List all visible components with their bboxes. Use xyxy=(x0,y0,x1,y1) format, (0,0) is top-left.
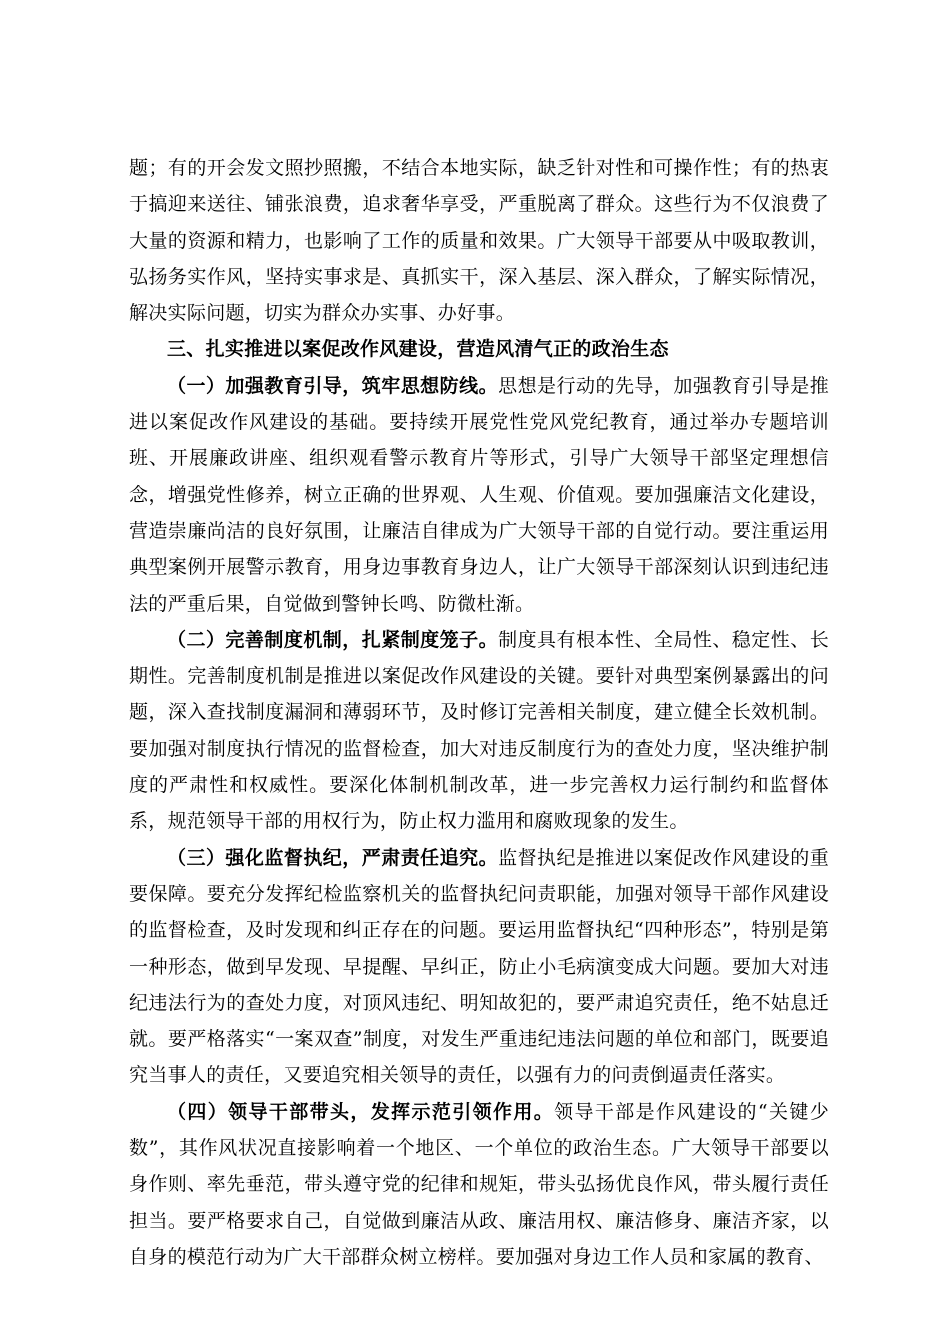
section-lead-2: （二）完善制度机制，扎紧制度笼子。 xyxy=(167,628,499,651)
document-body xyxy=(129,150,829,1275)
section-paragraph-1 xyxy=(129,368,829,622)
section-paragraph-3 xyxy=(129,840,829,1094)
section-body-1: 思想是行动的先导，加强教育引导是推进以案促改作风建设的基础。要持续开展党性党风党纪教育，通过举办专题培训班、开展廉政讲座、组织观看警示教育片等形式，引导广大领导干部坚定理想信念，增强党性修养，树立正确的世界观、人生观、价值观。要加强廉洁文化建设，营造崇廉尚洁的良好氛围，让廉洁自律成为广大领导干部的自觉行动。要注重运用典型案例开展警示教育，用身边事教育身边人，让广大领导干部深刻认识到违纪违法的严重后果，自觉做到警钟长鸣、防微杜渐。 xyxy=(129,374,829,615)
section-paragraph-2 xyxy=(129,622,829,840)
section-lead-3: （三）强化监督执纪，严肃责任追究。 xyxy=(167,846,499,869)
section-lead-1: （一）加强教育引导，筑牢思想防线。 xyxy=(167,374,499,397)
section-lead-4: （四）领导干部带头，发挥示范引领作用。 xyxy=(167,1100,555,1123)
section-body-4: 领导干部是作风建设的“关键少数”，其作风状况直接影响着一个地区、一个单位的政治生态。广大领导干部要以身作则、率先垂范，带头遵守党的纪律和规矩，带头弘扬优良作风，带头履行责任担当。要严格要求自己，自觉做到廉洁从政、廉洁用权、廉洁修身、廉洁齐家，以自身的模范行动为广大干部群众树立榜样。要加强对身边工作人员和家属的教育、 xyxy=(129,1100,830,1268)
section-heading: 三、扎实推进以案促改作风建设，营造风清气正的政治生态 xyxy=(167,338,669,361)
section-body-3: 监督执纪是推进以案促改作风建设的重要保障。要充分发挥纪检监察机关的监督执纪问责职能，加强对领导干部作风建设的监督检查，及时发现和纠正存在的问题。要运用监督执纪“四种形态”，特别是第一种形态，做到早发现、早提醒、早纠正，防止小毛病演变成大问题。要加大对违纪违法行为的查处力度，对顶风违纪、明知故犯的，要严肃追究责任，绝不姑息迁就。要严格落实“一案双查”制度，对发生严重违纪违法问题的单位和部门，既要追究当事人的责任，又要追究相关领导的责任，以强有力的问责倒逼责任落实。 xyxy=(129,846,829,1087)
section-body-2: 制度具有根本性、全局性、稳定性、长期性。完善制度机制是推进以案促改作风建设的关键。要针对典型案例暴露出的问题，深入查找制度漏洞和薄弱环节，及时修订完善相关制度，建立健全长效机制。要加强对制度执行情况的监督检查，加大对违反制度行为的查处力度，坚决维护制度的严肃性和权威性。要深化体制机制改革，进一步完善权力运行制约和监督体系，规范领导干部的用权行为，防止权力滥用和腐败现象的发生。 xyxy=(129,628,829,833)
opening-paragraph: 题；有的开会发文照抄照搬，不结合本地实际，缺乏针对性和可操作性；有的热衷于搞迎来送往、铺张浪费，追求奢华享受，严重脱离了群众。这些行为不仅浪费了大量的资源和精力，也影响了工作的质量和效果。广大领导干部要从中吸取教训，弘扬务实作风，坚持实事求是、真抓实干，深入基层、深入群众，了解实际情况，解决实际问题，切实为群众办实事、办好事。 xyxy=(129,157,829,325)
section-paragraph-4 xyxy=(129,1094,829,1275)
